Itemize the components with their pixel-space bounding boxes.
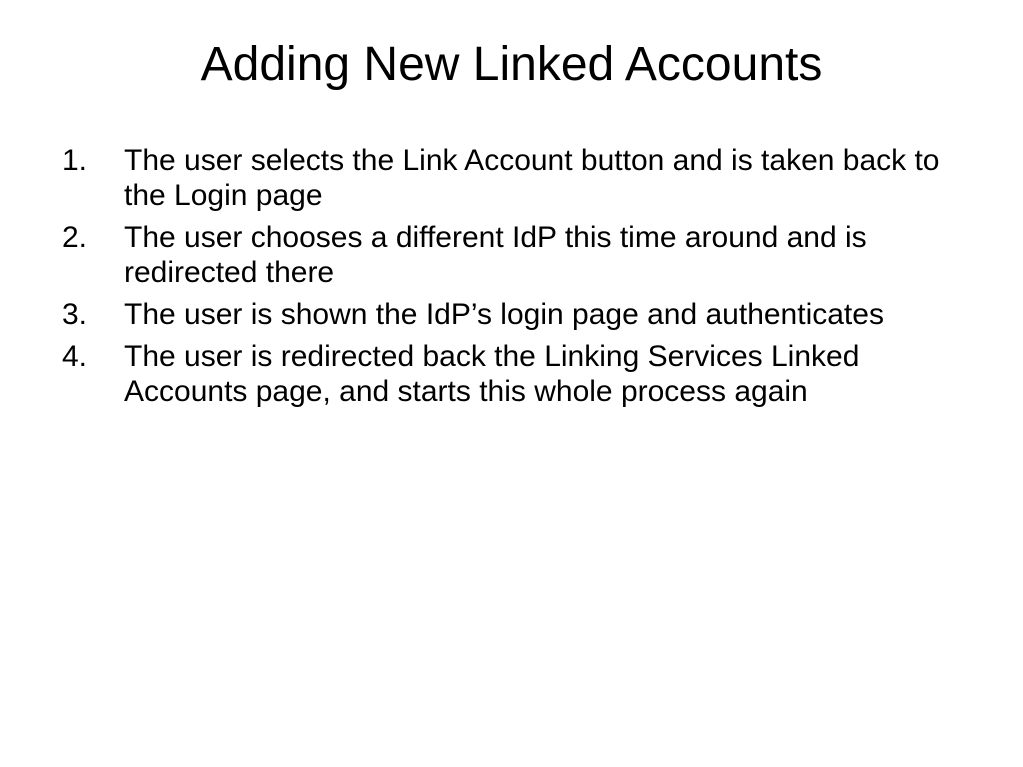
list-item-number: 4. — [62, 340, 88, 373]
list-item-text: The user is shown the IdP’s login page and authenticates — [124, 298, 884, 331]
numbered-list — [62, 143, 982, 416]
list-item-text: The user chooses a different IdP this time around and is redirected there — [124, 221, 867, 289]
list-item — [62, 297, 982, 332]
list-item — [62, 339, 982, 409]
list-item — [62, 143, 982, 213]
list-item — [62, 220, 982, 290]
list-item-number: 3. — [62, 298, 88, 331]
list-item-text: The user selects the Link Account button and is taken back to the Login page — [124, 144, 940, 212]
list-item-text: The user is redirected back the Linking Services Linked Accounts page, and starts this whole process again — [124, 340, 860, 408]
list-item-number: 1. — [62, 144, 88, 177]
list-item-number: 2. — [62, 221, 88, 254]
slide-title: Adding New Linked Accounts — [200, 38, 823, 91]
